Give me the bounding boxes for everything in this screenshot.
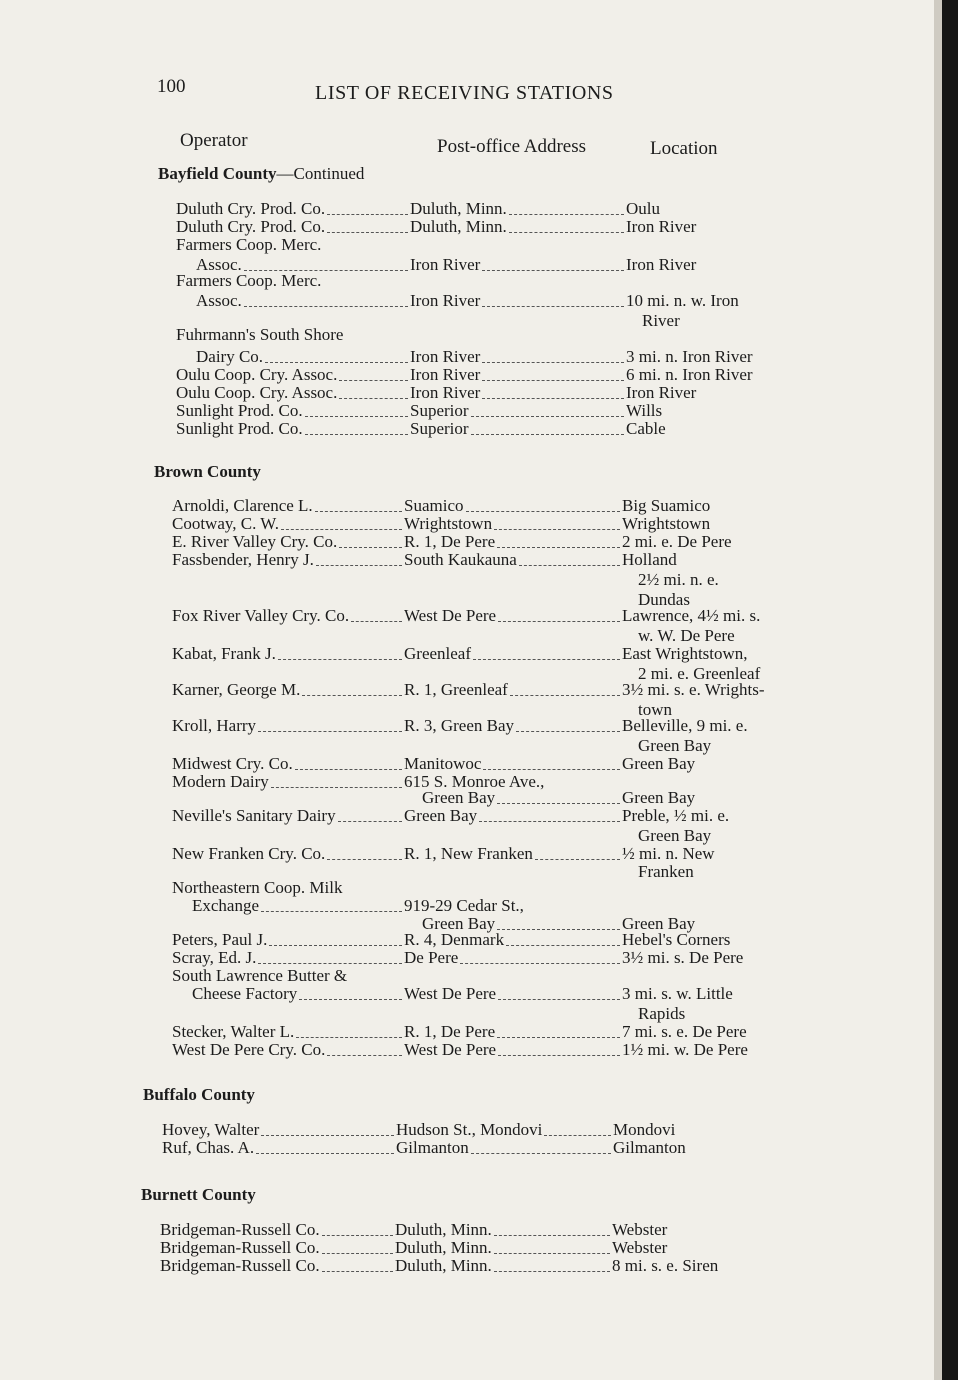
operator-name: Sunlight Prod. Co.: [176, 419, 303, 438]
leader-dots: [296, 1023, 402, 1038]
operator-name: Farmers Coop. Merc.: [176, 235, 322, 254]
station-location: Oulu: [626, 199, 660, 218]
post-office-address: Iron River: [410, 347, 481, 366]
station-location: Green Bay: [622, 914, 696, 933]
post-office-address: De Pere: [404, 948, 459, 967]
county-heading: [141, 1185, 256, 1205]
operator-name: Peters, Paul J.: [172, 930, 268, 949]
leader-dots: [460, 949, 620, 964]
leader-dots: [482, 366, 624, 381]
table-row: [0, 533, 900, 551]
station-location: Holland: [622, 550, 677, 569]
column-header-location: Location: [650, 138, 718, 159]
operator-name: Scray, Ed. J.: [172, 948, 257, 967]
county-name: Buffalo County: [143, 1085, 255, 1104]
table-row: [0, 717, 900, 735]
leader-dots: [494, 1257, 610, 1272]
station-location: Green Bay: [638, 826, 712, 845]
post-office-address: Duluth, Minn.: [395, 1256, 492, 1275]
table-row: [0, 292, 900, 310]
leader-dots: [509, 218, 624, 233]
county-heading: [158, 164, 364, 184]
operator-name: Duluth Cry. Prod. Co.: [176, 217, 326, 236]
post-office-address: Superior: [410, 419, 469, 438]
post-office-address: Hudson St., Mondovi: [396, 1120, 543, 1139]
operator-name: Cootway, C. W.: [172, 514, 280, 533]
post-office-address: Iron River: [410, 255, 481, 274]
station-location: ½ mi. n. New: [622, 844, 715, 863]
operator-name: Modern Dairy: [172, 772, 269, 791]
station-location: Big Suamico: [622, 496, 711, 515]
table-row: [0, 497, 900, 515]
table-row: [0, 807, 900, 825]
post-office-address: West De Pere: [404, 606, 497, 625]
operator-name: West De Pere Cry. Co.: [172, 1040, 326, 1059]
leader-dots: [466, 497, 621, 512]
operator-name: South Lawrence Butter &: [172, 966, 348, 985]
station-location: Webster: [612, 1238, 668, 1257]
station-location: w. W. De Pere: [638, 626, 735, 645]
station-location: Iron River: [626, 383, 697, 402]
table-row: [0, 1221, 900, 1239]
table-row: [0, 897, 900, 915]
leader-dots: [498, 985, 620, 1000]
station-location: Rapids: [638, 1004, 686, 1023]
table-row: [0, 420, 900, 438]
operator-name: Kabat, Frank J.: [172, 644, 276, 663]
table-row: [0, 1257, 900, 1275]
station-location: Webster: [612, 1220, 668, 1239]
table-row: [0, 200, 900, 218]
table-row: [0, 845, 900, 863]
leader-dots: [473, 645, 620, 660]
leader-dots: [339, 366, 408, 381]
leader-dots: [305, 402, 408, 417]
county-name: Bayfield County: [158, 164, 277, 183]
leader-dots: [299, 985, 402, 1000]
leader-dots: [316, 551, 402, 566]
post-office-address: Iron River: [410, 365, 481, 384]
operator-name: Sunlight Prod. Co.: [176, 401, 303, 420]
post-office-address: Suamico: [404, 496, 464, 515]
post-office-address: Duluth, Minn.: [410, 199, 507, 218]
table-row: [0, 789, 900, 807]
leader-dots: [494, 1239, 610, 1254]
table-row: [0, 348, 900, 366]
operator-name: Midwest Cry. Co.: [172, 754, 293, 773]
operator-name: Fassbender, Henry J.: [172, 550, 314, 569]
leader-dots: [244, 256, 408, 271]
table-row: [0, 384, 900, 402]
table-row: [0, 571, 900, 589]
leader-dots: [261, 897, 402, 912]
post-office-address: R. 1, De Pere: [404, 532, 496, 551]
table-row: [0, 218, 900, 236]
station-location: 3½ mi. s. e. Wrights-: [622, 680, 765, 699]
post-office-address: Green Bay: [404, 806, 478, 825]
leader-dots: [327, 845, 402, 860]
station-location: Preble, ½ mi. e.: [622, 806, 730, 825]
station-location: 2 mi. e. De Pere: [622, 532, 732, 551]
table-row: [0, 827, 900, 845]
station-location: 2½ mi. n. e.: [638, 570, 719, 589]
station-location: River: [642, 311, 680, 330]
leader-dots: [471, 420, 624, 435]
table-row: [0, 236, 900, 254]
table-row: [0, 681, 900, 699]
station-location: Hebel's Corners: [622, 930, 731, 949]
operator-name: Fuhrmann's South Shore: [176, 325, 344, 344]
post-office-address: Green Bay: [422, 788, 496, 807]
table-row: [0, 366, 900, 384]
post-office-address: Manitowoc: [404, 754, 482, 773]
leader-dots: [494, 515, 620, 530]
operator-name: Farmers Coop. Merc.: [176, 271, 322, 290]
leader-dots: [509, 200, 624, 215]
leader-dots: [327, 1041, 402, 1056]
operator-name: Northeastern Coop. Milk: [172, 878, 343, 897]
post-office-address: 919-29 Cedar St.,: [404, 896, 524, 915]
operator-name: Bridgeman-Russell Co.: [160, 1220, 320, 1239]
leader-dots: [482, 292, 624, 307]
station-location: Iron River: [626, 255, 697, 274]
table-row: [0, 551, 900, 569]
leader-dots: [471, 402, 624, 417]
operator-name: Dairy Co.: [196, 347, 264, 366]
county-name: Burnett County: [141, 1185, 256, 1204]
operator-name: Oulu Coop. Cry. Assoc.: [176, 383, 338, 402]
leader-dots: [506, 931, 620, 946]
table-row: [0, 967, 900, 985]
station-location: 3 mi. n. Iron River: [626, 347, 753, 366]
station-location: 10 mi. n. w. Iron: [626, 291, 739, 310]
table-row: [0, 1121, 900, 1139]
leader-dots: [497, 1023, 620, 1038]
post-office-address: West De Pere: [404, 1040, 497, 1059]
operator-name: Karner, George M.: [172, 680, 301, 699]
post-office-address: Iron River: [410, 383, 481, 402]
station-location: Mondovi: [613, 1120, 676, 1139]
post-office-address: Duluth, Minn.: [395, 1220, 492, 1239]
operator-name: Stecker, Walter L.: [172, 1022, 295, 1041]
operator-name: E. River Valley Cry. Co.: [172, 532, 338, 551]
leader-dots: [302, 681, 402, 696]
station-location: Belleville, 9 mi. e.: [622, 716, 748, 735]
leader-dots: [339, 533, 402, 548]
leader-dots: [479, 807, 620, 822]
leader-dots: [261, 1121, 394, 1136]
column-header-operator: Operator: [180, 130, 248, 151]
leader-dots: [519, 551, 620, 566]
leader-dots: [482, 348, 624, 363]
leader-dots: [315, 497, 402, 512]
station-location: Wills: [626, 401, 663, 420]
station-location: Green Bay: [622, 754, 696, 773]
station-location: 3 mi. s. w. Little: [622, 984, 733, 1003]
leader-dots: [269, 931, 402, 946]
station-location: 3½ mi. s. De Pere: [622, 948, 744, 967]
station-location: 8 mi. s. e. Siren: [612, 1256, 719, 1275]
table-row: [0, 1023, 900, 1041]
leader-dots: [244, 292, 408, 307]
operator-name: Assoc.: [196, 255, 242, 274]
post-office-address: Iron River: [410, 291, 481, 310]
leader-dots: [497, 915, 620, 930]
county-heading: [143, 1085, 255, 1105]
leader-dots: [482, 256, 624, 271]
table-row: [0, 949, 900, 967]
post-office-address: South Kaukauna: [404, 550, 517, 569]
station-location: Franken: [638, 862, 694, 881]
leader-dots: [544, 1121, 611, 1136]
leader-dots: [271, 773, 402, 788]
station-location: 2 mi. e. Greenleaf: [638, 664, 761, 683]
leader-dots: [339, 384, 408, 399]
station-location: Green Bay: [622, 788, 696, 807]
operator-name: Oulu Coop. Cry. Assoc.: [176, 365, 338, 384]
leader-dots: [322, 1221, 393, 1236]
leader-dots: [482, 384, 624, 399]
post-office-address: R. 4, Denmark: [404, 930, 505, 949]
operator-name: Hovey, Walter: [162, 1120, 260, 1139]
table-row: [0, 1239, 900, 1257]
station-location: Lawrence, 4½ mi. s.: [622, 606, 761, 625]
station-location: East Wrightstown,: [622, 644, 748, 663]
table-row: [0, 627, 900, 645]
leader-dots: [497, 533, 620, 548]
table-row: [0, 737, 900, 755]
table-row: [0, 645, 900, 663]
county-continued-note: —Continued: [276, 164, 365, 183]
operator-name: Assoc.: [196, 291, 242, 310]
operator-name: Arnoldi, Clarence L.: [172, 496, 313, 515]
station-location: Iron River: [626, 217, 697, 236]
table-row: [0, 985, 900, 1003]
leader-dots: [258, 717, 402, 732]
station-location: Dundas: [638, 590, 690, 609]
leader-dots: [471, 1139, 611, 1154]
leader-dots: [295, 755, 402, 770]
station-location: Green Bay: [638, 736, 712, 755]
operator-name: Ruf, Chas. A.: [162, 1138, 255, 1157]
operator-name: Exchange: [192, 896, 260, 915]
table-row: [0, 931, 900, 949]
leader-dots: [281, 515, 402, 530]
leader-dots: [265, 348, 408, 363]
post-office-address: West De Pere: [404, 984, 497, 1003]
table-row: [0, 402, 900, 420]
table-row: [0, 879, 900, 897]
leader-dots: [498, 607, 620, 622]
leader-dots: [258, 949, 402, 964]
station-location: Wrightstown: [622, 514, 711, 533]
leader-dots: [327, 218, 408, 233]
post-office-address: Duluth, Minn.: [395, 1238, 492, 1257]
leader-dots: [535, 845, 620, 860]
leader-dots: [327, 200, 408, 215]
leader-dots: [516, 717, 620, 732]
station-location: Gilmanton: [613, 1138, 686, 1157]
leader-dots: [338, 807, 402, 822]
post-office-address: 615 S. Monroe Ave.,: [404, 772, 545, 791]
leader-dots: [498, 1041, 620, 1056]
table-row: [0, 607, 900, 625]
station-location: 7 mi. s. e. De Pere: [622, 1022, 747, 1041]
station-location: 1½ mi. w. De Pere: [622, 1040, 748, 1059]
table-row: [0, 515, 900, 533]
post-office-address: R. 1, Greenleaf: [404, 680, 508, 699]
leader-dots: [351, 607, 402, 622]
operator-name: New Franken Cry. Co.: [172, 844, 326, 863]
leader-dots: [483, 755, 620, 770]
county-heading: [154, 462, 261, 482]
table-row: [0, 1041, 900, 1059]
leader-dots: [510, 681, 620, 696]
operator-name: Neville's Sanitary Dairy: [172, 806, 336, 825]
leader-dots: [322, 1239, 393, 1254]
leader-dots: [278, 645, 402, 660]
table-row: [0, 1005, 900, 1023]
station-location: town: [638, 700, 672, 719]
station-location: 6 mi. n. Iron River: [626, 365, 753, 384]
table-row: [0, 1139, 900, 1157]
operator-name: Duluth Cry. Prod. Co.: [176, 199, 326, 218]
leader-dots: [256, 1139, 394, 1154]
page-title: LIST OF RECEIVING STATIONS: [315, 82, 614, 104]
leader-dots: [494, 1221, 610, 1236]
column-header-address: Post-office Address: [437, 136, 586, 157]
post-office-address: R. 3, Green Bay: [404, 716, 515, 735]
table-row: [0, 272, 900, 290]
operator-name: Bridgeman-Russell Co.: [160, 1238, 320, 1257]
operator-name: Cheese Factory: [192, 984, 298, 1003]
operator-name: Bridgeman-Russell Co.: [160, 1256, 320, 1275]
post-office-address: Wrightstown: [404, 514, 493, 533]
page-edge: [942, 0, 958, 1380]
post-office-address: Gilmanton: [396, 1138, 469, 1157]
post-office-address: R. 1, New Franken: [404, 844, 533, 863]
table-row: [0, 326, 900, 344]
post-office-address: Green Bay: [422, 914, 496, 933]
county-name: Brown County: [154, 462, 261, 481]
station-location: Cable: [626, 419, 666, 438]
leader-dots: [322, 1257, 393, 1272]
page-shadow: [934, 0, 942, 1380]
leader-dots: [305, 420, 408, 435]
page-number: 100: [157, 76, 186, 97]
post-office-address: R. 1, De Pere: [404, 1022, 496, 1041]
post-office-address: Superior: [410, 401, 469, 420]
operator-name: Kroll, Harry: [172, 716, 257, 735]
table-row: [0, 755, 900, 773]
post-office-address: Duluth, Minn.: [410, 217, 507, 236]
post-office-address: Greenleaf: [404, 644, 472, 663]
operator-name: Fox River Valley Cry. Co.: [172, 606, 350, 625]
leader-dots: [497, 789, 620, 804]
